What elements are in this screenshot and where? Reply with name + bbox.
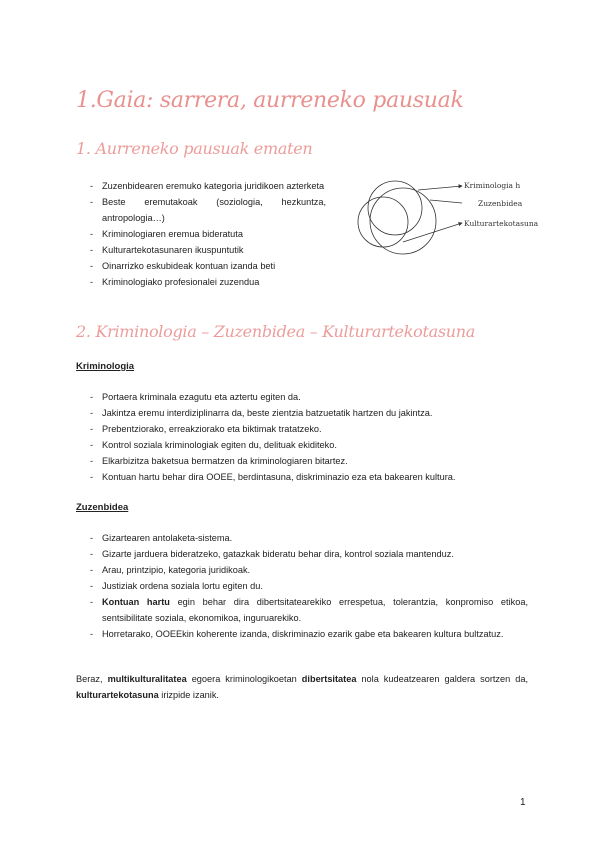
circle-zuzenbidea <box>370 188 436 254</box>
list-item: - Arau, printzipio, kategoria juridikoak. <box>76 562 528 578</box>
list-item <box>76 594 528 626</box>
section1-list <box>76 178 326 290</box>
list-item: - Zuzenbidearen eremuko kategoria juridikoen azterketa <box>76 178 326 194</box>
list-item: - Prebentziorako, erreakziorako eta biktimak tratatzeko. <box>76 421 528 437</box>
list-item: - Jakintza eremu interdiziplinarra da, beste zientzia batzuetatik hartzen du jakintza. <box>76 405 528 421</box>
bold-text: Kontuan hartu <box>102 597 170 607</box>
list-item: - Kulturartekotasunaren ikuspuntutik <box>76 242 326 258</box>
label-zuzenbidea: Zuzenbidea <box>478 199 523 208</box>
conclusion-paragraph <box>76 671 528 703</box>
page-title: 1.Gaia: sarrera, aurreneko pausuak <box>76 88 464 113</box>
kriminologia-subtitle: Kriminologia <box>76 361 135 372</box>
list-item: - Kriminologiako profesionalei zuzendua <box>76 274 326 290</box>
zuzenbidea-subtitle: Zuzenbidea <box>76 502 129 513</box>
list-item: - Kontuan hartu behar dira OOEE, berdintasuna, diskriminazio eza eta bakearen kultura. <box>76 469 528 485</box>
text: egoera kriminologikoetan <box>186 674 302 684</box>
arrow-zuzenbidea <box>430 200 462 203</box>
label-kriminologia: Kriminologia h <box>464 181 521 190</box>
section1-heading: 1. Aurreneko pausuak ematen <box>76 139 313 158</box>
list-item: - Gizarte jarduera bideratzeko, gatazkak bideratu behar dira, kontrol soziala mantenduz. <box>76 546 528 562</box>
list-item: - Beste eremutakoak (soziologia, hezkuntza, antropologia…) <box>76 194 326 226</box>
list-item: - Kriminologiaren eremua bideratuta <box>76 226 326 242</box>
list-item: - Gizartearen antolaketa-sistema. <box>76 530 528 546</box>
bold-text: kulturartekotasuna <box>76 690 159 700</box>
circle-kulturartekotasuna <box>358 197 408 247</box>
bold-text: dibertsitatea <box>301 674 357 684</box>
page-number: 1 <box>520 797 526 808</box>
text: egin behar dira dibertsitatearekiko errespetua, tolerantzia, konpromiso etikoa, sentsibilitate soziala, ekonomikoa, inguruarekiko. <box>102 597 528 623</box>
text: nola kudeatzearen galdera sortzen da, <box>356 674 529 684</box>
section2-heading: 2. Kriminologia – Zuzenbidea – Kulturartekotasuna <box>76 322 475 341</box>
label-kulturartekotasuna: Kulturartekotasuna <box>464 219 538 228</box>
arrow-kriminologia <box>418 186 462 190</box>
list-item: - Portaera kriminala ezagutu eta aztertu egiten da. <box>76 389 528 405</box>
list-item: - Horretarako, OOEEkin koherente izanda, diskriminazio ezarik gabe eta bakearen kultura bultzatuz. <box>76 626 528 642</box>
list-item: - Oinarrizko eskubideak kontuan izanda beti <box>76 258 326 274</box>
bold-text: multikulturalitatea <box>107 674 187 684</box>
list-item: - Elkarbizitza baketsua bermatzen da kriminologiaren bitartez. <box>76 453 528 469</box>
zuzenbidea-list <box>76 530 528 642</box>
text: Beraz, <box>76 674 108 684</box>
kriminologia-list <box>76 389 528 485</box>
list-item: - Justiziak ordena soziala lortu egiten du. <box>76 578 528 594</box>
list-item: - Kontrol soziala kriminologiak egiten du, delituak ekiditeko. <box>76 437 528 453</box>
venn-diagram <box>338 170 538 270</box>
text: irizpide izanik. <box>158 690 219 700</box>
arrow-kulturartekotasuna <box>403 223 462 242</box>
